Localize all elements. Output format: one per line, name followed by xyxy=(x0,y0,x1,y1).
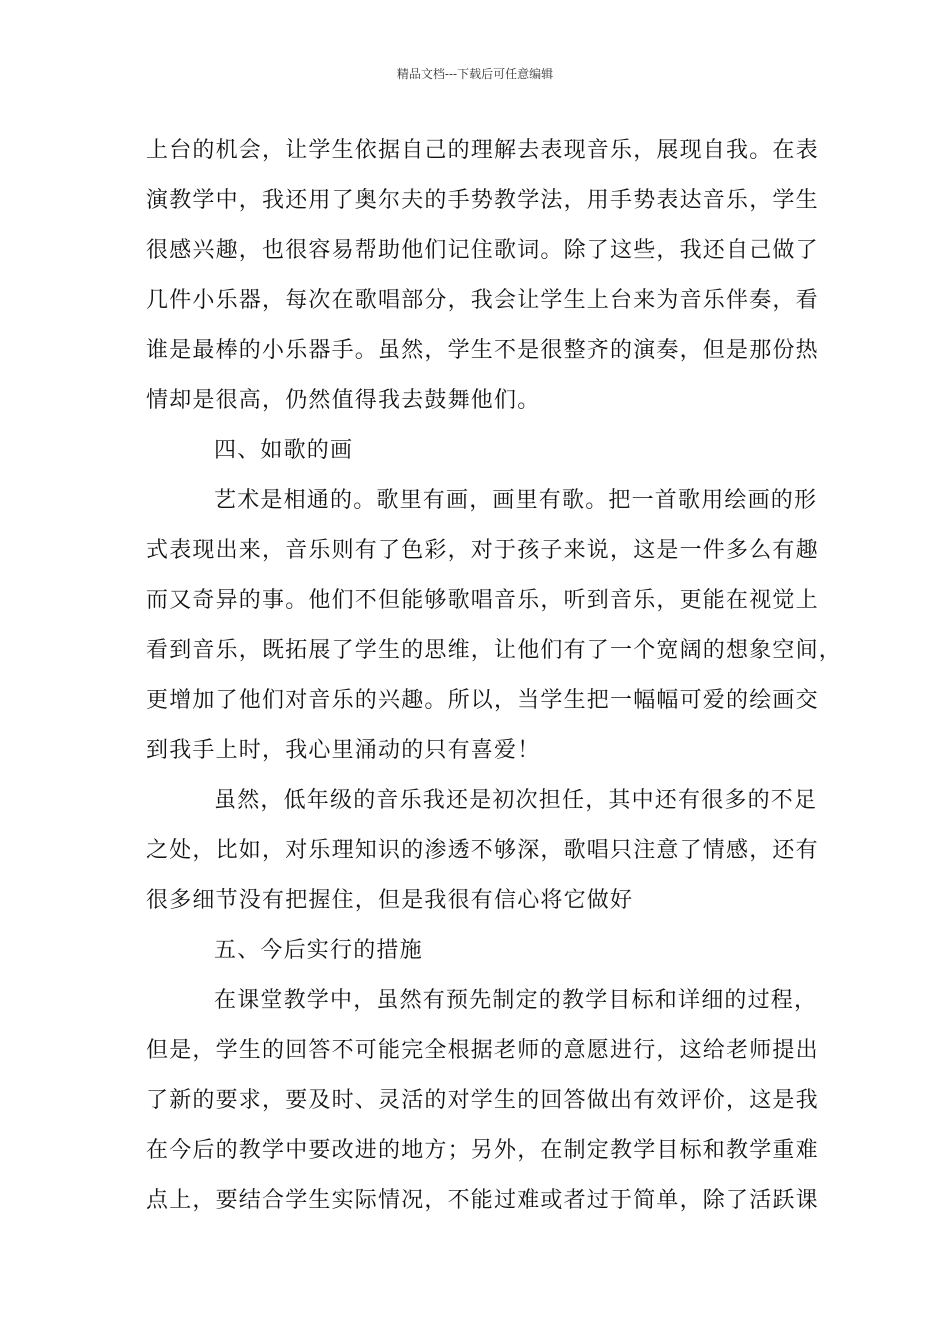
body-line: 演教学中，我还用了奥尔夫的手势教学法，用手势表达音乐，学生 xyxy=(146,188,819,213)
body-line: 看到音乐，既拓展了学生的思维，让他们有了一个宽阔的想象空间， xyxy=(146,638,843,663)
body-line: 但是，学生的回答不可能完全根据老师的意愿进行，这给老师提出 xyxy=(146,1038,819,1063)
body-line: 到我手上时，我心里涌动的只有喜爱！ xyxy=(146,738,541,763)
body-line: 更增加了他们对音乐的兴趣。所以，当学生把一幅幅可爱的绘画交 xyxy=(146,688,819,713)
body-line: 很多细节没有把握住，但是我很有信心将它做好 xyxy=(146,888,634,913)
body-line: 情却是很高，仍然值得我去鼓舞他们。 xyxy=(146,388,541,413)
body-line: 几件小乐器，每次在歌唱部分，我会让学生上台来为音乐伴奏，看 xyxy=(146,288,819,313)
body-line: 谁是最棒的小乐器手。虽然，学生不是很整齐的演奏，但是那份热 xyxy=(146,338,819,363)
body-line: 上台的机会，让学生依据自己的理解去表现音乐，展现自我。在表 xyxy=(146,138,819,163)
body-line: 而又奇异的事。他们不但能够歌唱音乐，听到音乐，更能在视觉上 xyxy=(146,588,819,613)
body-line: 式表现出来，音乐则有了色彩，对于孩子来说，这是一件多么有趣 xyxy=(146,538,819,563)
body-line: 在今后的教学中要改进的地方；另外，在制定教学目标和教学重难 xyxy=(146,1138,819,1163)
body-line: 艺术是相通的。歌里有画，画里有歌。把一首歌用绘画的形 xyxy=(214,488,818,513)
body-line: 之处，比如，对乐理知识的渗透不够深，歌唱只注意了情感，还有 xyxy=(146,838,819,863)
body-line: 点上，要结合学生实际情况，不能过难或者过于简单，除了活跃课 xyxy=(146,1188,819,1213)
section-heading: 四、如歌的画 xyxy=(214,438,354,463)
body-line: 很感兴趣，也很容易帮助他们记住歌词。除了这些，我还自己做了 xyxy=(146,238,819,263)
section-heading: 五、今后实行的措施 xyxy=(214,938,423,963)
body-line: 虽然，低年级的音乐我还是初次担任，其中还有很多的不足 xyxy=(214,788,818,813)
page-header: 精品文档---下载后可任意编辑 xyxy=(396,67,554,81)
body-line: 了新的要求，要及时、灵活的对学生的回答做出有效评价，这是我 xyxy=(146,1088,819,1113)
document-body xyxy=(146,126,843,1226)
body-line: 在课堂教学中，虽然有预先制定的教学目标和详细的过程， xyxy=(214,988,818,1013)
